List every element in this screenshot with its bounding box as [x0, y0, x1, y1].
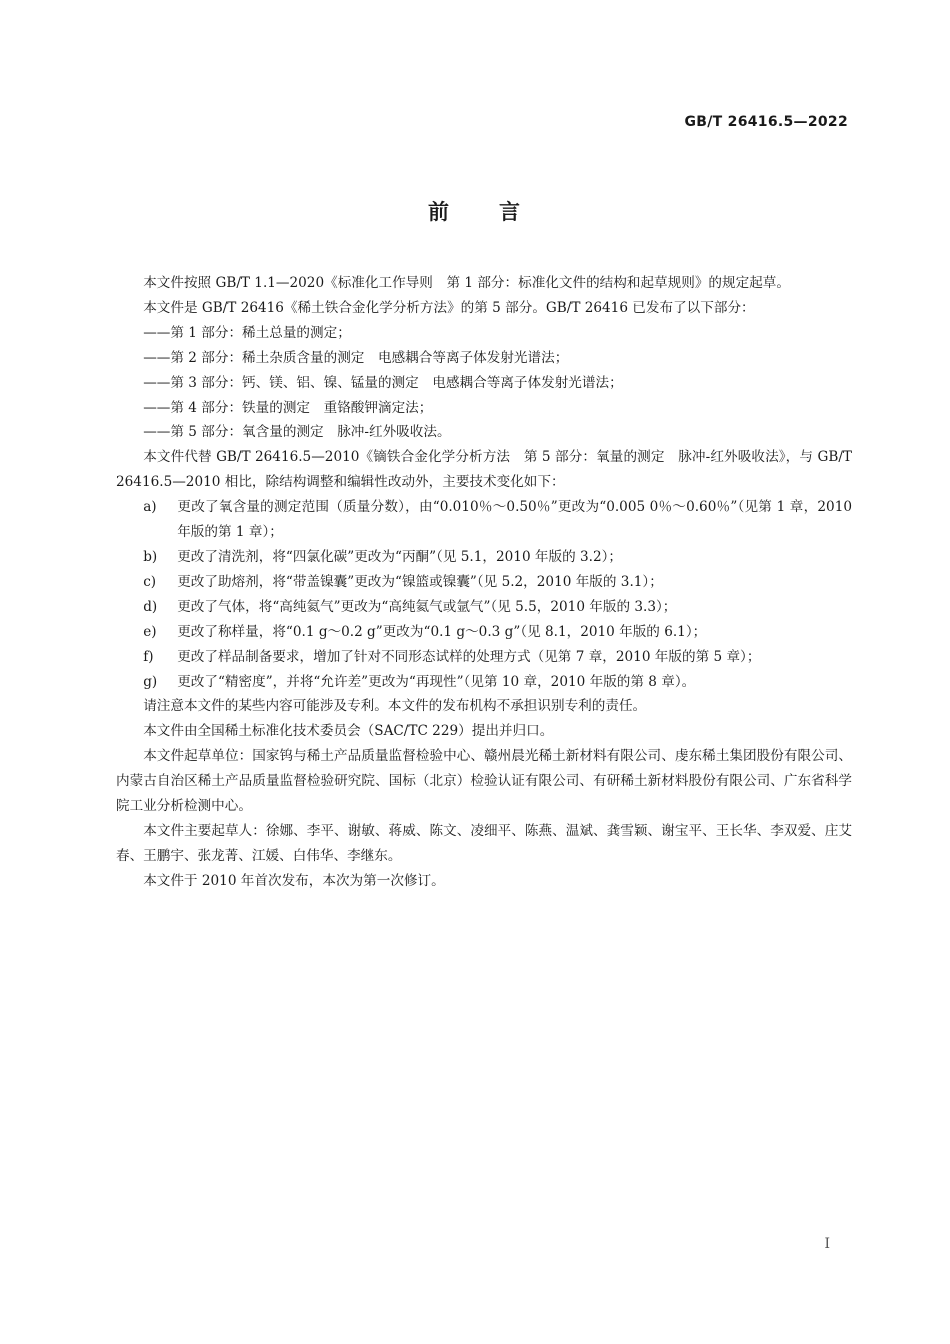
document-body — [116, 271, 852, 894]
change-text: 更改了“精密度”，并将“允许差”更改为“再现性”（见第 10 章，2010 年版的第 8 章）。 — [177, 673, 696, 690]
part-list-item: ——第 5 部分：氧含量的测定 脉冲-红外吸收法。 — [143, 424, 451, 441]
change-text: 更改了气体，将“高纯氦气”更改为“高纯氦气或氩气”（见 5.5，2010 年版的 3.3）； — [177, 598, 677, 615]
change-item — [116, 620, 852, 645]
change-label: c) — [143, 573, 157, 590]
change-label: e) — [143, 623, 157, 640]
change-item — [116, 570, 852, 595]
change-label: a) — [143, 499, 157, 516]
change-label: f) — [143, 648, 154, 665]
change-text: 更改了清洗剂，将“四氯化碳”更改为“丙酮”（见 5.1，2010 年版的 3.2）； — [177, 548, 623, 565]
paragraph-proposer: 本文件由全国稀土标准化技术委员会（SAC/TC 229）提出并归口。 — [143, 723, 554, 740]
change-item — [116, 645, 852, 670]
title-char-2: 言 — [499, 200, 522, 224]
change-label: g) — [143, 673, 158, 690]
change-item — [116, 545, 852, 570]
change-item — [116, 595, 852, 620]
change-label: b) — [143, 548, 158, 565]
change-text: 更改了称样量，将“0.1 g～0.2 g”更改为“0.1 g～0.3 g”（见 8.1，2010 年版的 6.1）； — [177, 623, 707, 640]
page-title — [0, 196, 950, 226]
part-list-item: ——第 1 部分：稀土总量的测定； — [143, 324, 351, 341]
change-text: 更改了助熔剂，将“带盖镍囊”更改为“镍篮或镍囊”（见 5.2，2010 年版的 3.1）； — [177, 573, 663, 590]
change-text: 更改了样品制备要求，增加了针对不同形态试样的处理方式（见第 7 章，2010 年版的第 5 章）； — [177, 648, 761, 665]
part-list-item: ——第 4 部分：铁量的测定 重铬酸钾滴定法； — [143, 399, 433, 416]
paragraph-history: 本文件于 2010 年首次发布，本次为第一次修订。 — [143, 872, 445, 889]
change-label: d) — [143, 598, 158, 615]
part-list-item: ——第 3 部分：钙、镁、铝、镍、锰量的测定 电感耦合等离子体发射光谱法； — [143, 374, 623, 391]
paragraph-drafting-units: 本文件起草单位：国家钨与稀土产品质量监督检验中心、赣州晨光稀土新材料有限公司、虔东稀土集团股份有限公司、内蒙古自治区稀土产品质量监督检验研究院、国标（北京）检验认证有限公司、有研稀土新材料股份有限公司、广东省科学院工业分析检测中心。 — [116, 748, 852, 815]
paragraph-patent-notice: 请注意本文件的某些内容可能涉及专利。本文件的发布机构不承担识别专利的责任。 — [143, 698, 647, 715]
paragraph-drafting-rules: 本文件按照 GB/T 1.1—2020《标准化工作导则 第 1 部分：标准化文件的结构和起草规则》的规定起草。 — [143, 275, 790, 291]
paragraph-replaces: 本文件代替 GB/T 26416.5—2010《镝铁合金化学分析方法 第 5 部分：氧量的测定 脉冲-红外吸收法》，与 GB/T 26416.5—2010 相比，除结构调整和编辑性改动外，主要技术变化如下： — [116, 449, 852, 491]
part-list-item: ——第 2 部分：稀土杂质含量的测定 电感耦合等离子体发射光谱法； — [143, 349, 569, 366]
title-char-1: 前 — [428, 200, 451, 224]
standard-code: GB/T 26416.5—2022 — [684, 114, 848, 130]
page-number: Ⅰ — [824, 1236, 830, 1252]
change-item — [116, 670, 852, 695]
change-text: 更改了氧含量的测定范围（质量分数），由“0.010％～0.50％”更改为“0.005 0％～0.60％”（见第 1 章，2010 年版的第 1 章）； — [177, 499, 852, 541]
change-item — [116, 495, 852, 545]
paragraph-part-series: 本文件是 GB/T 26416《稀土铁合金化学分析方法》的第 5 部分。GB/T 26416 已发布了以下部分： — [143, 299, 755, 316]
paragraph-drafters: 本文件主要起草人：徐娜、李平、谢敏、蒋威、陈文、凌细平、陈燕、温斌、龚雪颖、谢宝平、王长华、李双爱、庄艾春、王鹏宇、张龙菁、江媛、白伟华、李继东。 — [116, 822, 852, 864]
